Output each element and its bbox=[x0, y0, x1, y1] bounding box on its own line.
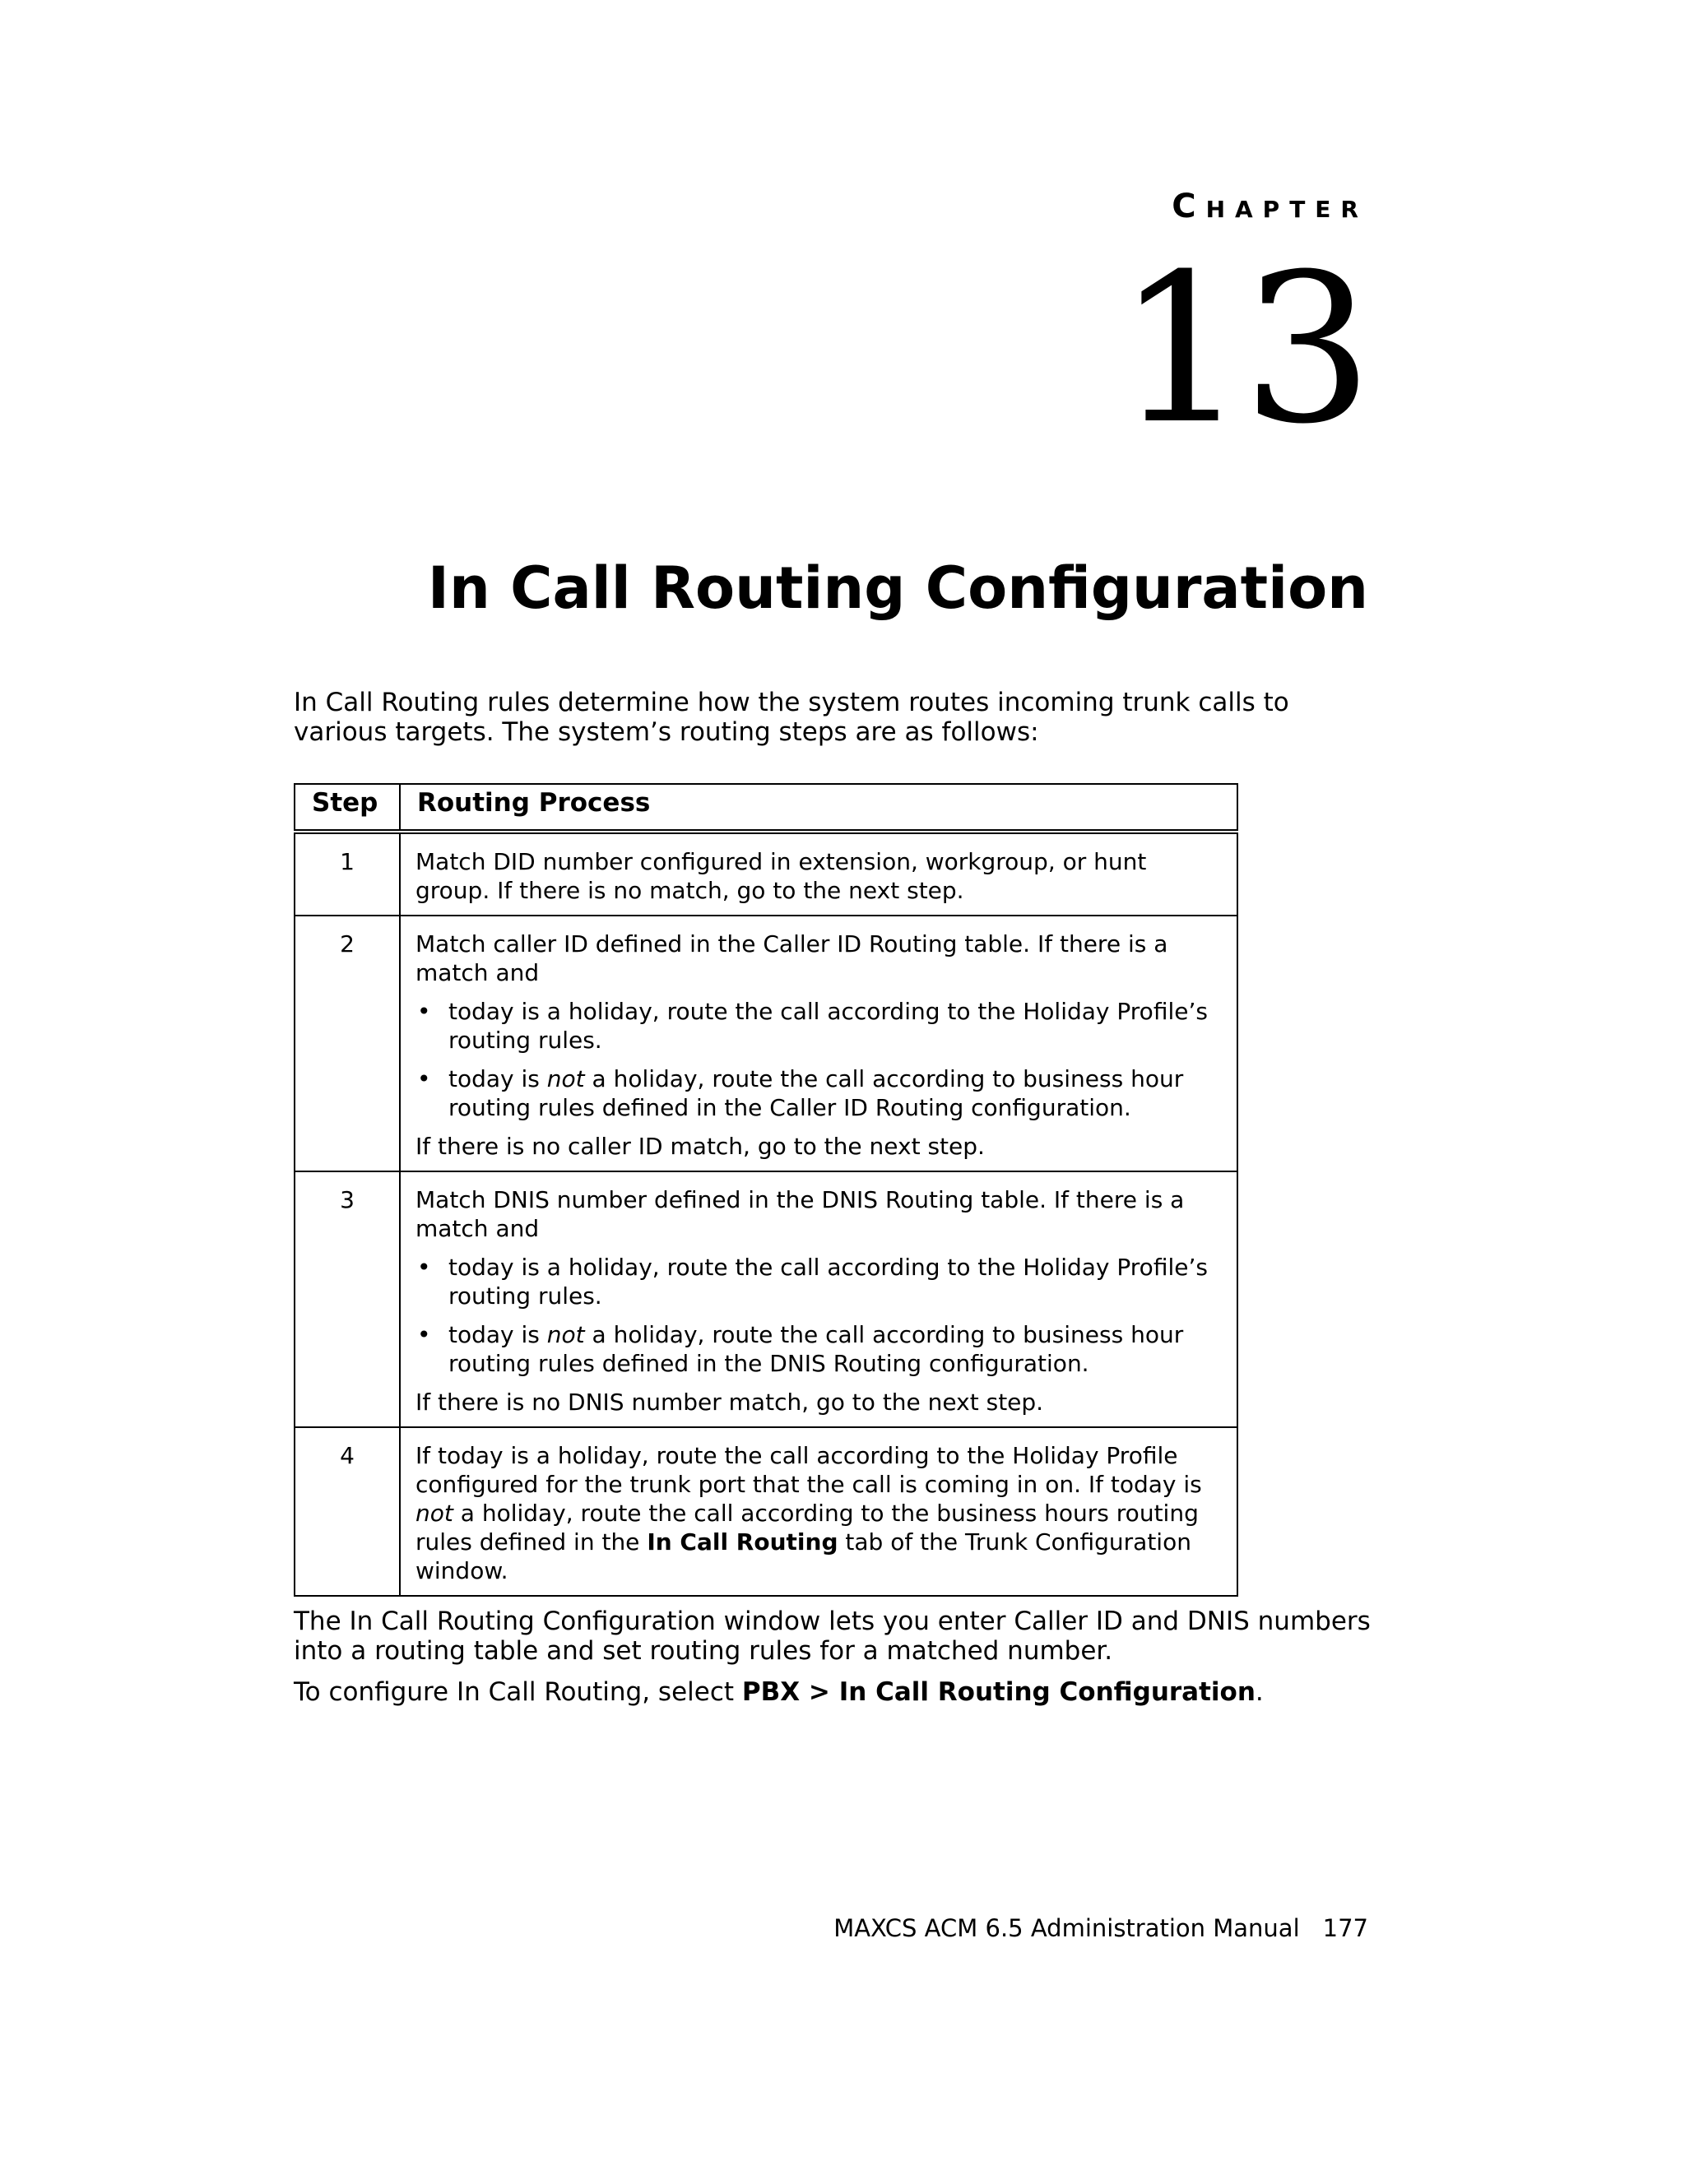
list-item-text-pre: today is bbox=[448, 1065, 547, 1092]
list-item bbox=[415, 1253, 1222, 1310]
emphasis-not: not bbox=[546, 1321, 585, 1348]
closing-paragraph-1: The In Call Routing Configuration window lets you enter Caller ID and DNIS numbers into a routing table and set routing rules for a matched number. bbox=[294, 1607, 1371, 1666]
list-item bbox=[415, 1320, 1222, 1378]
list-item-text: today is a holiday, route the call according to the Holiday Profile’s routing rules. bbox=[448, 998, 1208, 1054]
emphasis-not: not bbox=[415, 1500, 453, 1527]
emphasis-not: not bbox=[546, 1065, 585, 1092]
chapter-label-text: Chapter bbox=[1172, 188, 1368, 225]
step-number: 3 bbox=[295, 1171, 400, 1427]
step-number: 2 bbox=[295, 916, 400, 1171]
closing-text-post: . bbox=[1255, 1677, 1264, 1707]
list-item bbox=[415, 1064, 1222, 1122]
list-item-text-post: a holiday, route the call according to business hour routing rules defined in the Caller ID Routing configuration. bbox=[448, 1065, 1184, 1121]
routing-steps-table bbox=[294, 783, 1238, 1597]
closing-section bbox=[294, 1607, 1372, 1718]
list-item-text: today is a holiday, route the call according to the Holiday Profile’s routing rules. bbox=[448, 1254, 1208, 1310]
intro-paragraph bbox=[294, 688, 1372, 747]
condition-list bbox=[415, 997, 1222, 1122]
table-row bbox=[295, 832, 1237, 916]
text-part-2: a holiday, route the call according to the business hours routing rules defined in the bbox=[415, 1500, 1199, 1556]
routing-process-cell bbox=[400, 1171, 1237, 1427]
chapter-number: 13 bbox=[1116, 230, 1368, 469]
list-item-text-pre: today is bbox=[448, 1321, 547, 1348]
chapter-title: In Call Routing Configuration bbox=[427, 554, 1368, 622]
routing-process-tail: If there is no DNIS number match, go to the next step. bbox=[415, 1389, 1044, 1416]
routing-process-lead: Match caller ID defined in the Caller ID Routing table. If there is a match and bbox=[415, 930, 1168, 986]
text-part-1: If today is a holiday, route the call according to the Holiday Profile configured for the trunk port that the call is coming in on. If today is bbox=[415, 1442, 1202, 1498]
chapter-label bbox=[1172, 188, 1368, 225]
manual-title: MAXCS ACM 6.5 Administration Manual bbox=[833, 1914, 1300, 1942]
page-number: 177 bbox=[1322, 1914, 1368, 1942]
column-header-step: Step bbox=[295, 784, 400, 832]
step-number: 1 bbox=[295, 832, 400, 916]
table-row bbox=[295, 1427, 1237, 1596]
bold-in-call-routing: In Call Routing bbox=[647, 1528, 838, 1556]
menu-path: PBX > In Call Routing Configuration bbox=[741, 1677, 1256, 1707]
list-item bbox=[415, 997, 1222, 1055]
routing-process-tail: If there is no caller ID match, go to the next step. bbox=[415, 1133, 985, 1160]
table-row bbox=[295, 916, 1237, 1171]
step-number: 4 bbox=[295, 1427, 400, 1596]
routing-process-cell bbox=[400, 916, 1237, 1171]
routing-process-lead: Match DNIS number defined in the DNIS Routing table. If there is a match and bbox=[415, 1186, 1185, 1242]
intro-text: In Call Routing rules determine how the system routes incoming trunk calls to various targets. The system’s routing steps are as follows: bbox=[294, 688, 1289, 747]
closing-text-pre: To configure In Call Routing, select bbox=[294, 1677, 742, 1707]
list-item-text-post: a holiday, route the call according to business hour routing rules defined in the DNIS Routing configuration. bbox=[448, 1321, 1184, 1377]
routing-process-cell bbox=[400, 832, 1237, 916]
table-header-row bbox=[295, 784, 1237, 832]
routing-process-text: Match DID number configured in extension, workgroup, or hunt group. If there is no match, go to the next step. bbox=[415, 848, 1147, 904]
column-header-routing-process: Routing Process bbox=[400, 784, 1237, 832]
routing-process-text bbox=[415, 1441, 1222, 1585]
page-footer bbox=[833, 1914, 1368, 1942]
table-row bbox=[295, 1171, 1237, 1427]
routing-process-cell bbox=[400, 1427, 1237, 1596]
text-part-3: tab of the Trunk Configuration window. bbox=[415, 1528, 1191, 1584]
condition-list bbox=[415, 1253, 1222, 1378]
closing-paragraph-2 bbox=[294, 1677, 1372, 1707]
